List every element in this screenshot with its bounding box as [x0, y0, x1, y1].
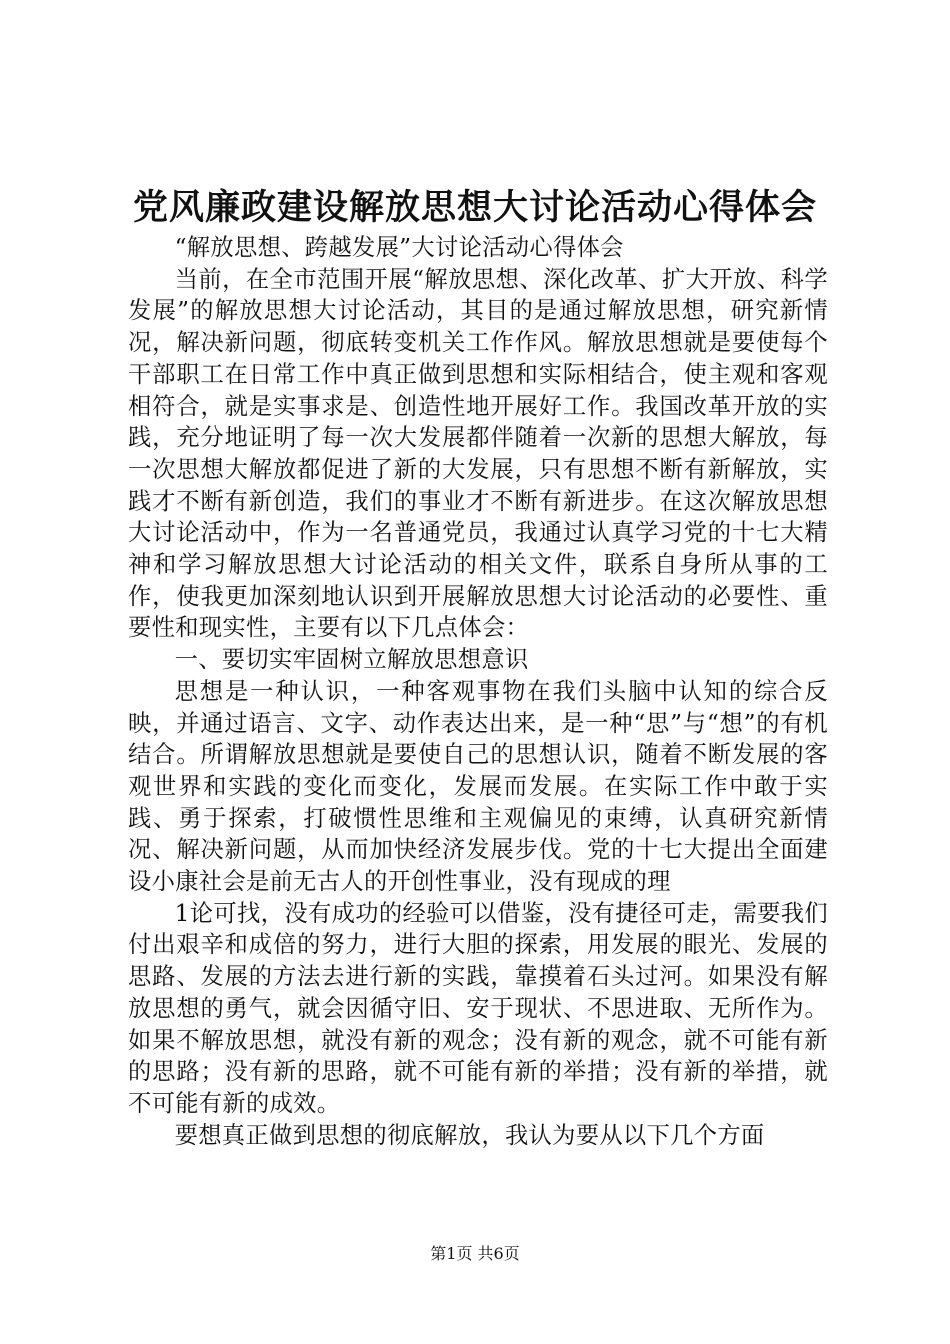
document-body [128, 232, 828, 1151]
body-paragraph-intro: 当前，在全市范围开展“解放思想、深化改革、扩大开放、科学发展”的解放思想大讨论活动，其目的是通过解放思想，研究新情况，解决新问题，彻底转变机关工作作风。解放思想就是要使每个干部职工在日常工作中真正做到思想和实际相结合，使主观和客观相符合，就是实事求是、创造性地开展好工作。我国改革开放的实践，充分地证明了每一次大发展都伴随着一次新的思想大解放，每一次思想大解放都促进了新的大发展，只有思想不断有新解放，实践才不断有新创造，我们的事业才不断有新进步。在这次解放思想大讨论活动中，作为一名普通党员，我通过认真学习党的十七大精神和学习解放思想大讨论活动的相关文件，联系自身所从事的工作，使我更加深刻地认识到开展解放思想大讨论活动的必要性、重要性和现实性，主要有以下几点体会： [128, 265, 828, 642]
section-heading-1: 一、要切实牢固树立解放思想意识 [174, 646, 529, 674]
document-title: 党风廉政建设解放思想大讨论活动心得体会 [132, 187, 817, 228]
body-paragraph-aspects: 要想真正做到思想的彻底解放，我认为要从以下几个方面 [174, 1121, 765, 1149]
body-paragraph-thought: 思想是一种认识，一种客观事物在我们头脑中认知的综合反映，并通过语言、文字、动作表达出来，是一种“思”与“想”的有机结合。所谓解放思想就是要使自己的思想认识，随着不断发展的客观世界和实践的变化而变化，发展而发展。在实际工作中敢于实践、勇于探索，打破惯性思维和主观偏见的束缚，认真研究新情况、解决新问题，从而加快经济发展步伐。党的十七大提出全面建设小康社会是前无古人的开创性事业，没有现成的理 [128, 677, 828, 896]
page-number-footer: 第1页 共6页 [430, 1244, 520, 1263]
body-paragraph-theory: 1论可找，没有成功的经验可以借鉴，没有捷径可走，需要我们付出艰辛和成倍的努力，进行大胆的探索，用发展的眼光、发展的思路、发展的方法去进行新的实践，靠摸着石头过河。如果没有解放思想的勇气，就会因循守旧、安于现状、不思进取、无所作为。如果不解放思想，就没有新的观念；没有新的观念，就不可能有新的思路；没有新的思路，就不可能有新的举措；没有新的举措，就不可能有新的成效。 [128, 899, 828, 1117]
body-paragraph-subtitle: “解放思想、跨越发展”大讨论活动心得体会 [174, 234, 624, 261]
